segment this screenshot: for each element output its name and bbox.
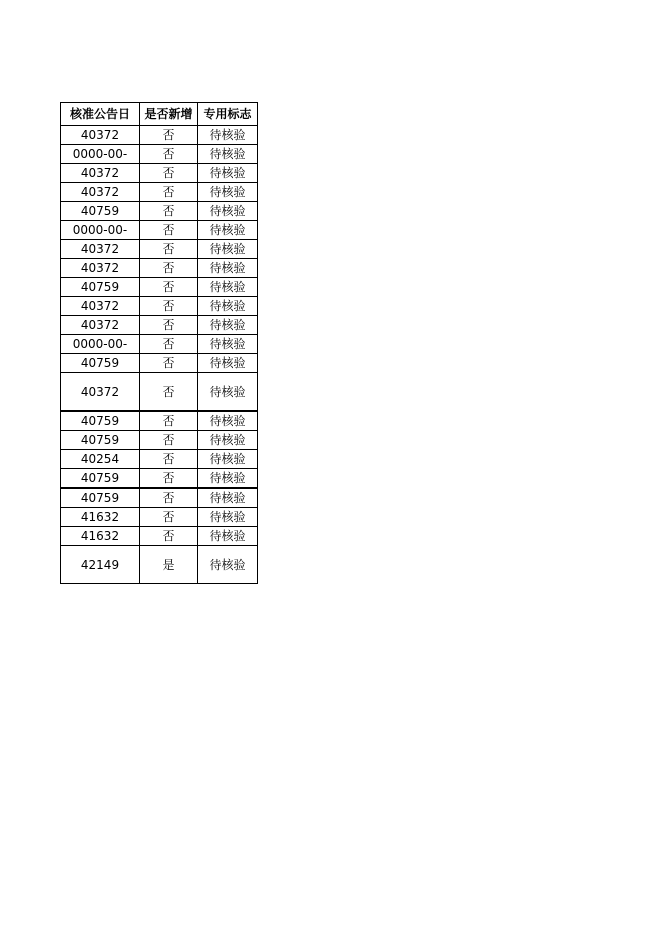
table-row [61,164,258,183]
cell-approval-date: 40759 [61,488,140,508]
header-is-new: 是否新增 [140,103,198,126]
table-row [61,354,258,373]
cell-special-flag: 待核验 [198,221,258,240]
table-row [61,335,258,354]
cell-is-new: 否 [140,164,198,183]
cell-is-new: 否 [140,126,198,145]
cell-approval-date: 40372 [61,259,140,278]
cell-is-new: 否 [140,145,198,164]
table-row [61,221,258,240]
table-row [61,373,258,412]
spreadsheet-table [60,102,258,584]
cell-special-flag: 待核验 [198,527,258,546]
cell-approval-date: 0000-00- [61,145,140,164]
header-special-flag: 专用标志 [198,103,258,126]
cell-special-flag: 待核验 [198,240,258,259]
cell-special-flag: 待核验 [198,488,258,508]
table-row [61,278,258,297]
cell-is-new: 否 [140,450,198,469]
cell-is-new: 否 [140,316,198,335]
cell-special-flag: 待核验 [198,354,258,373]
cell-approval-date: 40759 [61,469,140,489]
cell-is-new: 否 [140,335,198,354]
table-row [61,240,258,259]
cell-special-flag: 待核验 [198,373,258,412]
cell-special-flag: 待核验 [198,411,258,431]
cell-is-new: 否 [140,469,198,489]
cell-approval-date: 40372 [61,373,140,412]
cell-approval-date: 42149 [61,546,140,584]
table-body [61,126,258,584]
cell-special-flag: 待核验 [198,126,258,145]
cell-approval-date: 40372 [61,240,140,259]
table-row [61,527,258,546]
cell-is-new: 否 [140,527,198,546]
table-row [61,488,258,508]
cell-special-flag: 待核验 [198,316,258,335]
table-row [61,145,258,164]
cell-approval-date: 40372 [61,183,140,202]
cell-special-flag: 待核验 [198,278,258,297]
table-row [61,508,258,527]
cell-is-new: 是 [140,546,198,584]
cell-special-flag: 待核验 [198,450,258,469]
cell-is-new: 否 [140,488,198,508]
table-row [61,546,258,584]
cell-special-flag: 待核验 [198,164,258,183]
cell-approval-date: 0000-00- [61,335,140,354]
table-row [61,202,258,221]
cell-is-new: 否 [140,183,198,202]
cell-special-flag: 待核验 [198,183,258,202]
cell-is-new: 否 [140,431,198,450]
cell-special-flag: 待核验 [198,431,258,450]
cell-special-flag: 待核验 [198,508,258,527]
cell-special-flag: 待核验 [198,546,258,584]
cell-approval-date: 41632 [61,508,140,527]
table-row [61,126,258,145]
cell-approval-date: 40759 [61,411,140,431]
cell-approval-date: 40759 [61,354,140,373]
cell-approval-date: 40759 [61,278,140,297]
table-row [61,469,258,489]
table-row [61,183,258,202]
header-row [61,103,258,126]
cell-is-new: 否 [140,508,198,527]
cell-is-new: 否 [140,202,198,221]
cell-special-flag: 待核验 [198,297,258,316]
table-row [61,259,258,278]
cell-approval-date: 40372 [61,164,140,183]
cell-special-flag: 待核验 [198,335,258,354]
cell-approval-date: 40759 [61,431,140,450]
cell-approval-date: 0000-00- [61,221,140,240]
table-row [61,316,258,335]
cell-approval-date: 40254 [61,450,140,469]
cell-is-new: 否 [140,221,198,240]
cell-approval-date: 40759 [61,202,140,221]
table-row [61,431,258,450]
cell-is-new: 否 [140,297,198,316]
cell-approval-date: 40372 [61,297,140,316]
cell-special-flag: 待核验 [198,259,258,278]
cell-approval-date: 40372 [61,126,140,145]
table-row [61,450,258,469]
cell-approval-date: 41632 [61,527,140,546]
table-row [61,297,258,316]
cell-is-new: 否 [140,259,198,278]
cell-special-flag: 待核验 [198,202,258,221]
header-approval-date: 核准公告日 [61,103,140,126]
cell-is-new: 否 [140,354,198,373]
cell-approval-date: 40372 [61,316,140,335]
cell-special-flag: 待核验 [198,469,258,489]
table-row [61,411,258,431]
cell-is-new: 否 [140,411,198,431]
cell-is-new: 否 [140,278,198,297]
cell-is-new: 否 [140,240,198,259]
cell-is-new: 否 [140,373,198,412]
cell-special-flag: 待核验 [198,145,258,164]
